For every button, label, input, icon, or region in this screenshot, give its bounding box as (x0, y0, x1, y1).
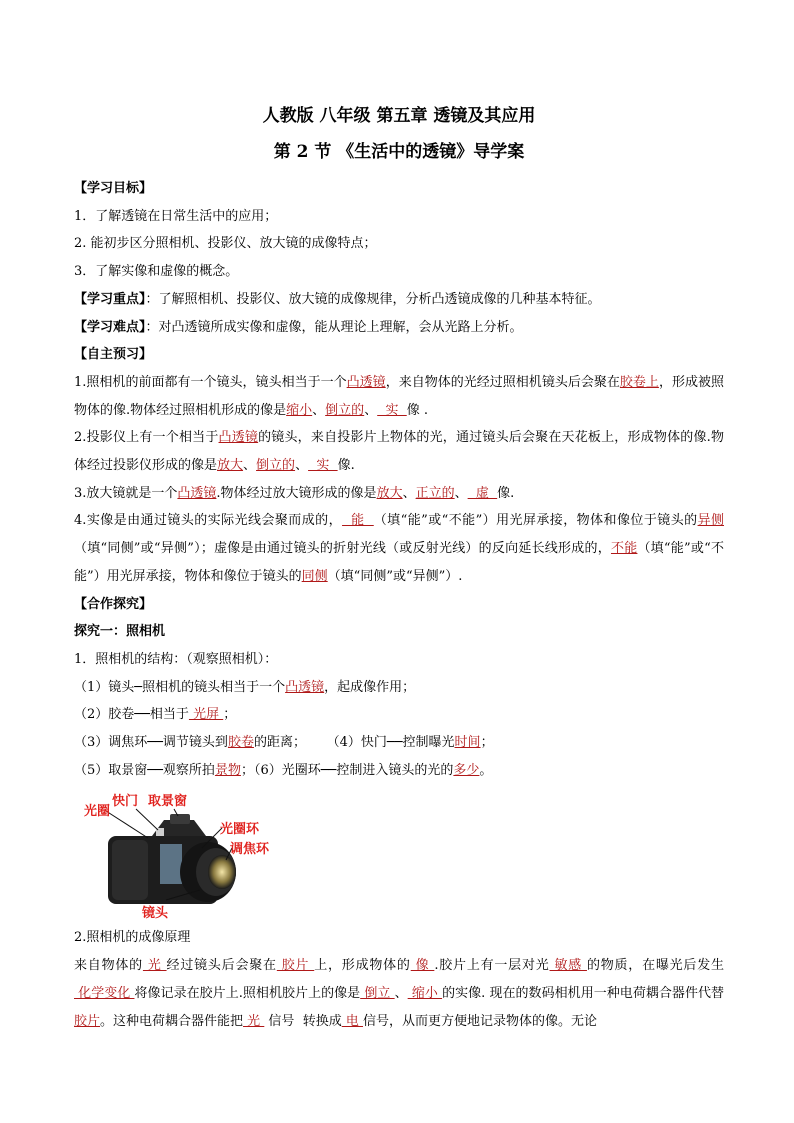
answer: 胶片 (276, 958, 315, 974)
answer: 光屏 (188, 707, 224, 723)
difficulty-heading: 【学习难点】 (74, 319, 146, 335)
key-point-heading: 【学习重点】 (74, 291, 146, 307)
item-text: ； (480, 735, 494, 751)
answer: 能 (342, 513, 374, 529)
answer: 景物 (214, 762, 241, 778)
question-text: 、 (402, 485, 416, 501)
answer: 像 (410, 958, 435, 974)
paragraph-text: .胶片上有一层对光 (434, 958, 550, 974)
doc-title-course: 人教版 八年级 第五章 透镜及其应用 (262, 106, 536, 126)
answer: 凸透镜 (346, 374, 386, 390)
preview-question-4 (74, 507, 724, 590)
item-text: ；（6）光圈环──控制进入镜头的光的 (240, 762, 454, 778)
question-text: （填“同侧”或“异侧”）. (327, 568, 463, 584)
answer: 光 (142, 958, 167, 974)
question-text: 、 (243, 458, 257, 474)
structure-title: 1．照相机的结构：（观察照相机）： (74, 651, 278, 667)
answer: 多少 (453, 762, 480, 778)
question-text: 2.投影仪上有一个相当于 (74, 430, 219, 446)
structure-item-viewfinder-aperture (74, 757, 724, 785)
answer: 异侧 (697, 513, 724, 529)
item-text: 的距离； （4）快门──控制曝光 (253, 735, 455, 751)
answer: 胶卷 (227, 735, 254, 751)
question-text: 1.照相机的前面都有一个镜头，镜头相当于一个 (74, 374, 347, 390)
label-focus-ring: 调焦环 (230, 842, 270, 858)
question-text: ，来自物体的光经过照相机镜头后会聚在 (385, 374, 620, 390)
question-text: （填“同侧”或“异侧”）；虚像是由通过镜头的折射光线（或反射光线）的反向延长线形成的， (74, 541, 611, 557)
question-text: 、 (312, 402, 326, 418)
question-text: ，形成被照物体的像.物体经过照相机形成的像是 (74, 374, 724, 418)
preview-heading: 【自主预习】 (74, 347, 153, 363)
document-page (74, 100, 724, 1035)
answer: 电 (341, 1013, 363, 1029)
answer: 放大 (376, 485, 403, 501)
goal-item: 3．了解实像和虚像的概念。 (74, 264, 239, 280)
label-shutter: 快门 (112, 794, 139, 810)
lens-glass (208, 855, 236, 889)
answer: 实 (308, 458, 338, 474)
structure-item-focus-shutter (74, 729, 724, 757)
answer: 实 (377, 402, 407, 418)
paragraph-text: 将像记录在胶片上.照相机胶片上的像是 (134, 985, 361, 1001)
answer: 凸透镜 (218, 430, 259, 446)
item-text: 。 (479, 762, 493, 778)
label-viewfinder: 取景窗 (148, 794, 188, 810)
answer: 凸透镜 (177, 485, 217, 501)
answer: 倒立的 (325, 402, 365, 418)
paragraph-text: 。这种电荷耦合器件能把 (100, 1013, 244, 1029)
paragraph-text: 的物质，在曝光后发生 (586, 958, 724, 974)
camera-illustration (82, 792, 282, 922)
answer: 虚 (467, 485, 498, 501)
label-aperture-ring: 光圈环 (220, 822, 260, 838)
question-text: 的镜头，来自投影片上物体的光，通过镜头后会聚在天花板上，形成物体的像.物体经过投影仪形成的像是 (74, 430, 724, 474)
answer: 凸透镜 (285, 679, 325, 695)
answer: 正立的 (415, 485, 455, 501)
paragraph-text: 经过镜头后会聚在 (166, 958, 277, 974)
answer: 缩小 (286, 402, 313, 418)
structure-item-film (74, 701, 724, 729)
question-text: 3.放大镜就是一个 (74, 485, 178, 501)
paragraph-text: 上，形成物体的 (314, 958, 411, 974)
answer: 时间 (454, 735, 481, 751)
answer: 化学变化 (74, 985, 135, 1001)
structure-item-lens (74, 674, 724, 702)
question-text: 、 (295, 458, 309, 474)
goals-heading: 【学习目标】 (74, 181, 153, 196)
camera-grip (112, 840, 148, 900)
question-text: 像 . (406, 402, 428, 418)
answer: 缩小 (407, 985, 443, 1001)
item-text: （1）镜头─照相机的镜头相当于一个 (74, 679, 286, 695)
camera-diagram (82, 792, 282, 922)
explore-heading: 【合作探究】 (74, 596, 153, 612)
question-text: （填“能”或“不能”）用光屏承接，物体和像位于镜头的 (74, 541, 724, 584)
preview-question-1 (74, 369, 724, 424)
answer: 胶卷上 (619, 374, 659, 390)
camera-viewfinder (170, 814, 190, 824)
answer: 敏感 (549, 958, 587, 974)
doc-title-lesson: 第 2 节 《生活中的透镜》导学案 (273, 142, 525, 162)
goal-item: 1．了解透镜在日常生活中的应用； (74, 208, 278, 224)
answer: 倒立的 (256, 458, 296, 474)
answer: 不能 (610, 541, 638, 557)
question-text: 4.实像是由通过镜头的实际光线会聚而成的， (74, 513, 343, 529)
difficulty-text: ：对凸透镜所成实像和虚像，能从理论上理解，会从光路上分析。 (145, 319, 523, 335)
paragraph-text: 、 (394, 985, 408, 1001)
camera-cutaway (160, 844, 182, 884)
explore-subheading: 探究一：照相机 (74, 624, 166, 640)
principle-paragraph (74, 952, 724, 1035)
question-text: 、 (364, 402, 378, 418)
item-text: ，起成像作用； (324, 679, 416, 695)
answer: 胶片 (74, 1013, 101, 1029)
paragraph-text: 来自物体的 (74, 958, 143, 974)
question-text: 像. (337, 458, 355, 474)
answer: 放大 (217, 458, 244, 474)
preview-question-2 (74, 424, 724, 479)
item-text: （3）调焦环──调节镜头到 (74, 735, 228, 751)
item-text: ； (223, 707, 237, 723)
item-text: （2）胶卷──相当于 (74, 707, 189, 723)
label-lens: 镜头 (142, 906, 169, 922)
answer: 光 (243, 1013, 265, 1029)
key-point-text: ：了解照相机、投影仪、放大镜的成像规律，分析凸透镜成像的几种基本特征。 (145, 291, 601, 307)
item-text: （5）取景窗──观察所拍 (74, 762, 215, 778)
goal-item: 2. 能初步区分照相机、投影仪、放大镜的成像特点； (74, 236, 377, 252)
principle-title: 2.照相机的成像原理 (74, 930, 191, 946)
answer: 同侧 (301, 568, 328, 584)
question-text: （填“能”或“不能”）用光屏承接，物体和像位于镜头的 (373, 513, 698, 529)
paragraph-text: 信号，从而更方便地记录物体的像。无论 (362, 1013, 597, 1029)
preview-question-3 (74, 480, 724, 508)
question-text: .物体经过放大镜形成的像是 (216, 485, 377, 501)
label-aperture: 光圈 (84, 804, 111, 820)
difficulty-line (74, 314, 724, 342)
key-point-line (74, 286, 724, 314)
paragraph-text: 的实像. 现在的数码相机用一种电荷耦合器件代替 (442, 985, 725, 1001)
question-text: 、 (454, 485, 468, 501)
answer: 倒立 (360, 985, 395, 1001)
paragraph-text: 信号 转换成 (264, 1013, 342, 1029)
question-text: 像. (497, 485, 515, 501)
